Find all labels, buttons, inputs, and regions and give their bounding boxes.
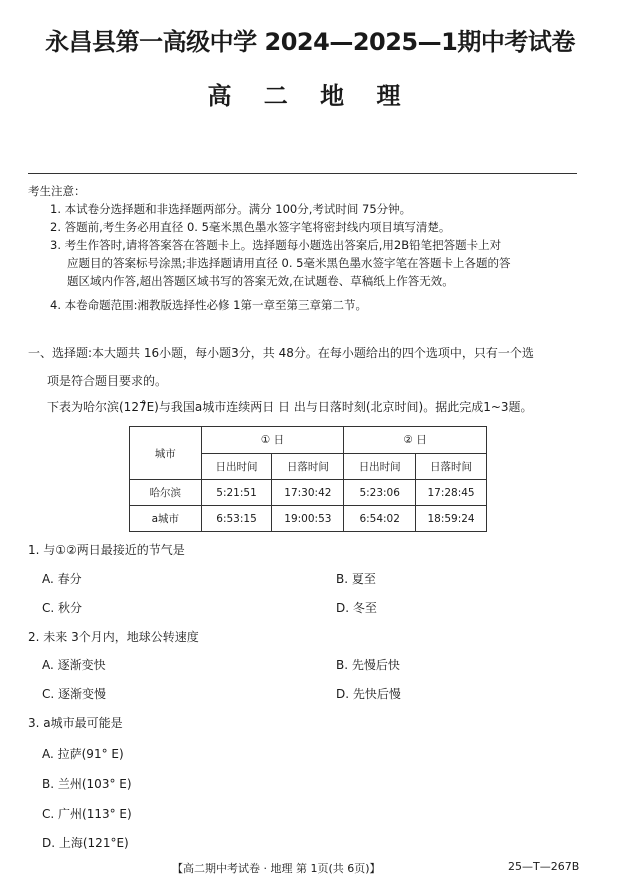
header-sunset: 日落时间	[416, 453, 487, 480]
notice-item: 2. 答题前,考生务必用直径 0. 5毫米黑色墨水签字笔将密封线内项目填写清楚。	[50, 220, 451, 234]
section-heading-cont: 项是符合题目要求的。	[47, 374, 168, 388]
header-sunrise: 日出时间	[344, 453, 416, 480]
notice-item: 3. 考生作答时,请将答案答在答题卡上。选择题每小题选出答案后,用2B铅笔把答题卡上对	[50, 238, 502, 252]
subject-title: 高 二 地 理	[207, 82, 413, 110]
option-a: A. 拉萨(91° E)	[42, 747, 124, 761]
table-row	[130, 506, 487, 532]
option-d: D. 上海(121°E)	[42, 836, 129, 850]
header-day1: ① 日	[201, 427, 344, 454]
option-d: D. 先快后慢	[336, 687, 401, 701]
section-heading: 一、选择题:本大题共 16小题，每小题3分，共 48分。在每小题给出的四个选项中，只有一个选	[28, 346, 534, 360]
question-stem: 3. a城市最可能是	[28, 716, 123, 730]
option-b: B. 兰州(103° E)	[42, 777, 132, 791]
question-stem: 1. 与①②两日最接近的节气是	[28, 543, 185, 557]
cell-time: 17:28:45	[416, 480, 487, 506]
cell-city: 哈尔滨	[130, 480, 202, 506]
notice-item: 1. 本试卷分选择题和非选择题两部分。满分 100分,考试时间 75分钟。	[50, 202, 412, 216]
cell-time: 19:00:53	[272, 506, 344, 532]
header-divider	[28, 173, 577, 174]
page-footer: 【高二期中考试卷 · 地理 第 1页(共 6页)】	[172, 862, 381, 875]
option-c: C. 广州(113° E)	[42, 807, 132, 821]
option-c: C. 秋分	[42, 601, 83, 615]
option-b: B. 先慢后快	[336, 658, 400, 672]
notice-item-cont: 应题目的答案标号涂黑;非选择题请用直径 0. 5毫米黑色墨水签字笔在答题卡上各题的答	[67, 256, 511, 270]
sunrise-sunset-table	[129, 426, 487, 532]
table-row	[130, 480, 487, 506]
header-day2: ② 日	[344, 427, 487, 454]
notice-title: 考生注意：	[28, 184, 86, 198]
option-b: B. 夏至	[336, 572, 376, 586]
cell-time: 6:54:02	[344, 506, 416, 532]
header-city: 城市	[130, 427, 202, 480]
cell-time: 6:53:15	[201, 506, 272, 532]
notice-item-cont: 题区域内作答,超出答题区域书写的答案无效,在试题卷、草稿纸上作答无效。	[67, 274, 454, 288]
paper-code: 25—T—267B	[508, 860, 580, 873]
header-sunrise: 日出时间	[201, 453, 272, 480]
table-intro: 下表为哈尔滨(127̊E)与我国a城市连续两日 日 出与日落时刻(北京时间)。据此完成1~3题。	[47, 400, 533, 414]
cell-city: a城市	[130, 506, 202, 532]
option-a: A. 春分	[42, 572, 82, 586]
option-c: C. 逐渐变慢	[42, 687, 107, 701]
notice-item: 4. 本卷命题范围:湘教版选择性必修 1第一章至第三章第二节。	[50, 298, 367, 312]
cell-time: 5:23:06	[344, 480, 416, 506]
header-sunset: 日落时间	[272, 453, 344, 480]
cell-time: 5:21:51	[201, 480, 272, 506]
cell-time: 18:59:24	[416, 506, 487, 532]
option-a: A. 逐渐变快	[42, 658, 106, 672]
question-stem: 2. 未来 3个月内，地球公转速度	[28, 630, 199, 644]
exam-title: 永昌县第一高级中学 2024—2025—1期中考试卷	[45, 28, 575, 56]
option-d: D. 冬至	[336, 601, 377, 615]
cell-time: 17:30:42	[272, 480, 344, 506]
